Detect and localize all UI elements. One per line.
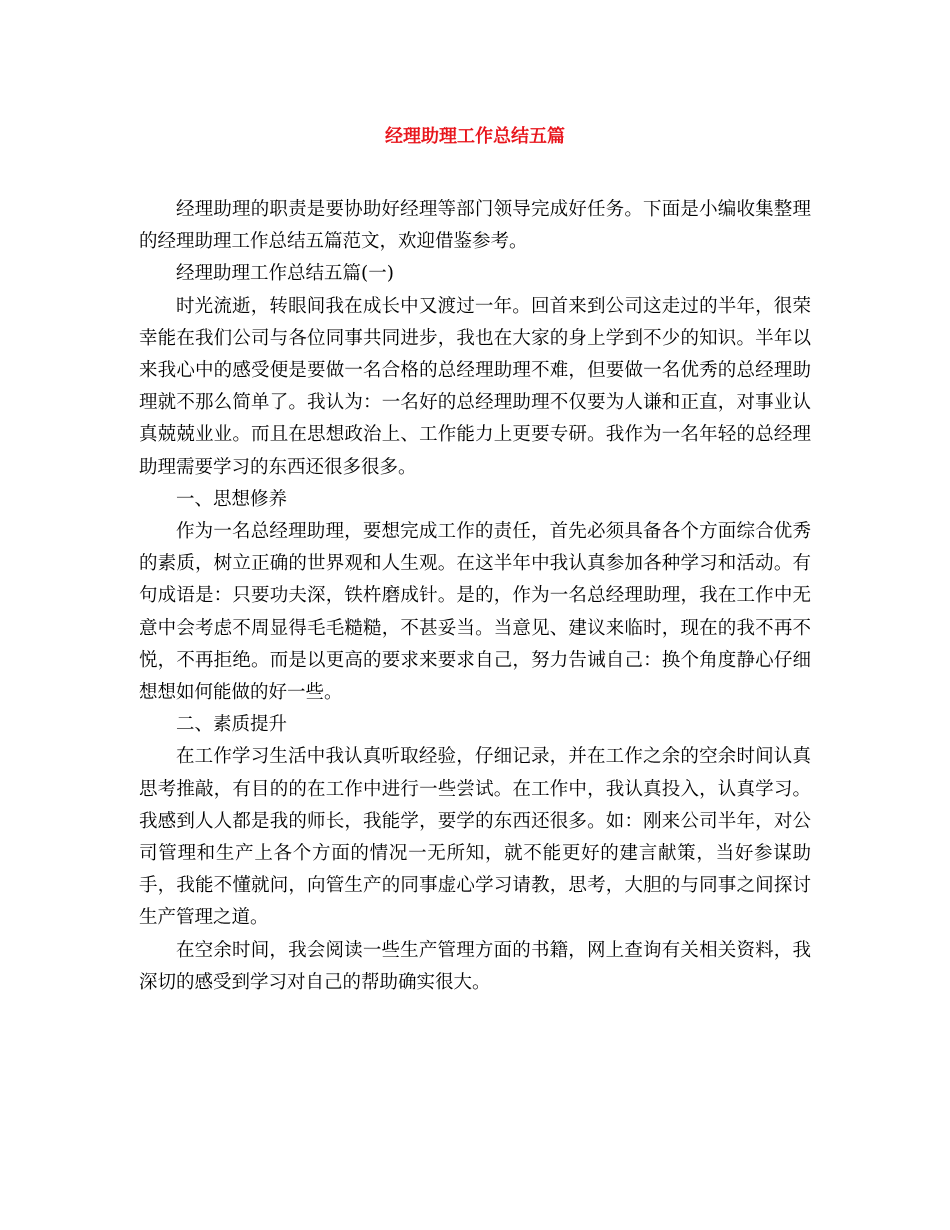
section-heading-quality: 二、素质提升 — [176, 714, 288, 736]
document-title: 经理助理工作总结五篇 — [385, 126, 565, 147]
body-paragraph: 时光流逝，转眼间我在成长中又渡过一年。回首来到公司这走过的半年，很荣幸能在我们公司与各位同事共同进步，我也在大家的身上学到不少的知识。半年以来我心中的感受便是要做一名合格的总经理助理不难，但要做一名优秀的总经理助理就不那么简单了。我认为：一名好的总经理助理不仅要为人谦和正直，对事业认真兢兢业业。而且在思想政治上、工作能力上更要专研。我作为一名年轻的总经理助理需要学习的东西还很多很多。 — [139, 295, 811, 478]
body-paragraph: 作为一名总经理助理，要想完成工作的责任，首先必须具备各个方面综合优秀的素质，树立正确的世界观和人生观。在这半年中我认真参加各种学习和活动。有句成语是：只要功夫深，铁杵磨成针。是的，作为一名总经理助理，我在工作中无意中会考虑不周显得毛毛糙糙，不甚妥当。当意见、建议来临时，现在的我不再不悦，不再拒绝。而是以更高的要求来要求自己，努力告诫自己：换个角度静心仔细想想如何能做的好一些。 — [139, 521, 811, 704]
document-body — [139, 194, 811, 999]
section-heading-thought: 一、思想修养 — [176, 488, 288, 510]
section-heading-part-one: 经理助理工作总结五篇(一) — [176, 263, 394, 285]
body-paragraph: 在工作学习生活中我认真听取经验，仔细记录，并在工作之余的空余时间认真思考推敲，有目的的在工作中进行一些尝试。在工作中，我认真投入，认真学习。我感到人人都是我的师长，我能学，要学的东西还很多。如：刚来公司半年，对公司管理和生产上各个方面的情况一无所知，就不能更好的建言献策，当好参谋助手，我能不懂就问，向管生产的同事虚心学习请教，思考，大胆的与同事之间探讨生产管理之道。 — [139, 746, 811, 929]
body-paragraph: 在空余时间，我会阅读一些生产管理方面的书籍，网上查询有关相关资料，我深切的感受到学习对自己的帮助确实很大。 — [139, 939, 811, 993]
intro-paragraph: 经理助理的职责是要协助好经理等部门领导完成好任务。下面是小编收集整理的经理助理工作总结五篇范文，欢迎借鉴参考。 — [139, 199, 811, 253]
